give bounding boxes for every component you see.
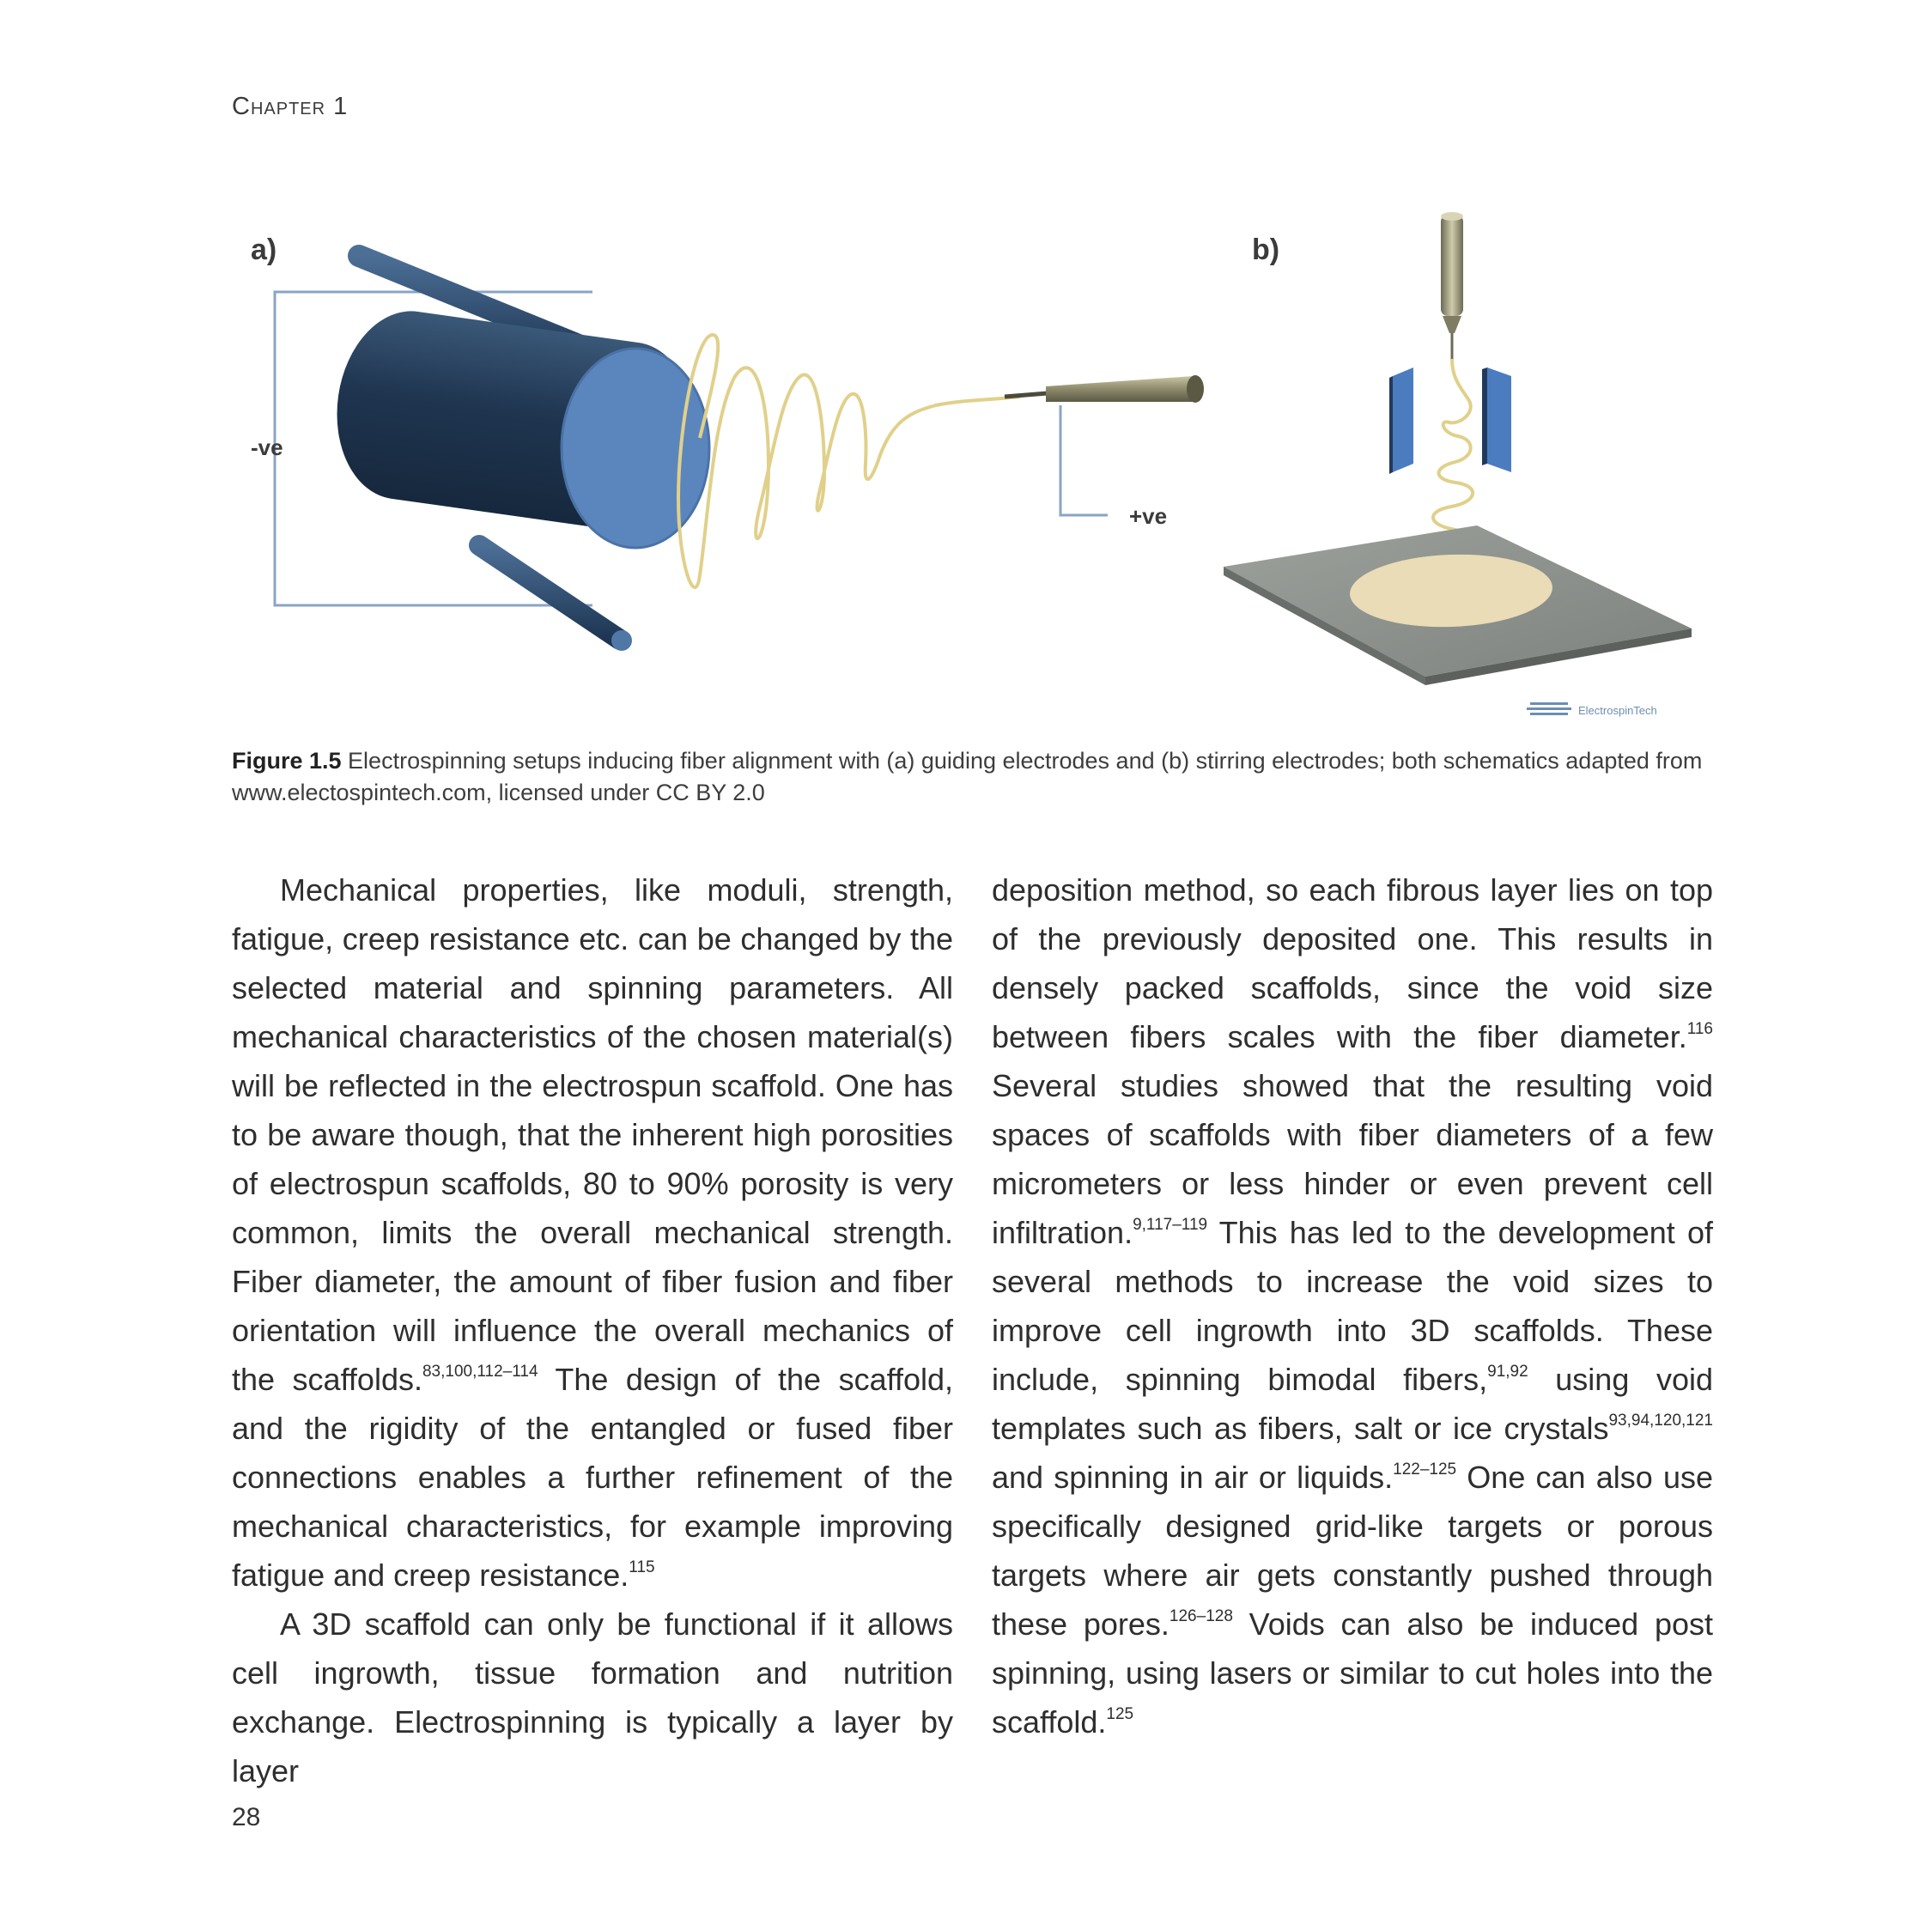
left-stirring-electrode bbox=[1389, 367, 1413, 474]
figure-electrospinning-setups bbox=[232, 206, 1713, 738]
left-column bbox=[232, 865, 953, 1795]
fiber-jet-a bbox=[678, 335, 1020, 587]
citation-ref: 126–128 bbox=[1169, 1607, 1233, 1625]
panel-b-label: b) bbox=[1252, 234, 1280, 266]
figure-label: Figure 1.5 bbox=[232, 748, 342, 774]
lower-guiding-electrode bbox=[479, 545, 632, 651]
page-number: 28 bbox=[232, 1803, 261, 1831]
text-span: Several studies showed that the resulting void spaces of scaffolds with fiber diameters of a few micrometers or less hinder or even prevent cell infiltration. bbox=[992, 1068, 1713, 1250]
panel-a-label: a) bbox=[251, 234, 277, 266]
paragraph-3d-scaffold bbox=[232, 1600, 953, 1795]
right-column bbox=[992, 865, 1713, 1746]
text-span: One can also use specifically designed grid-like targets or porous targets where air gets constantly pushed through these pores. bbox=[992, 1460, 1713, 1642]
citation-ref: 91,92 bbox=[1487, 1363, 1528, 1381]
text-span: Mechanical properties, like moduli, strength, fatigue, creep resistance etc. can be changed by the selected material and spinning parameters. All mechanical characteristics of the chosen material(s) will be reflected in the electrospun scaffold. One has to be aware though, that the inherent high porosities of electrospun scaffolds, 80 to 90% porosity is very common, limits the overall mechanical strength. Fiber diameter, the amount of fiber fusion and fiber orientation will influence the overall mechanics of the scaffolds. bbox=[232, 872, 953, 1397]
paragraph-mechanical-properties bbox=[232, 865, 953, 1600]
negative-label: -ve bbox=[251, 434, 283, 460]
text-span: deposition method, so each fibrous layer lies on top of the previously deposited one. This results in densely packed scaffolds, since the void size between fibers scales with the fiber diameter. bbox=[992, 872, 1713, 1054]
text-span: and spinning in air or liquids. bbox=[992, 1460, 1394, 1495]
figure-schematic bbox=[232, 206, 1713, 738]
text-span: The design of the scaffold, and the rigidity of the entangled or fused fiber connections enables a further refinement of the mechanical characteristics, for example improving fatigue and creep resistance. bbox=[232, 1362, 953, 1593]
chapter-header: Chapter 1 bbox=[232, 93, 349, 120]
citation-ref: 116 bbox=[1686, 1020, 1713, 1038]
right-stirring-electrode bbox=[1482, 367, 1511, 472]
spinneret-nozzle-a bbox=[1005, 375, 1204, 403]
rotating-drum-collector bbox=[325, 302, 709, 548]
text-span: using void templates such as fibers, salt or ice crystals bbox=[992, 1362, 1713, 1446]
electrospintech-logo bbox=[1527, 702, 1657, 717]
spinneret-nozzle-b bbox=[1441, 212, 1463, 359]
citation-ref: 122–125 bbox=[1393, 1460, 1457, 1479]
figure-caption-text: Electrospinning setups inducing fiber alignment with (a) guiding electrodes and (b) stirring electrodes; both schematics adapted from www.electospintech.com, licensed under CC BY 2.0 bbox=[232, 748, 1703, 805]
flat-plate-collector bbox=[1224, 525, 1692, 685]
text-span: This has led to the development of several methods to increase the void sizes to improve cell ingrowth into 3D scaffolds. These include, spinning bimodal fibers, bbox=[992, 1215, 1713, 1397]
paragraph-continued bbox=[992, 865, 1713, 1746]
citation-ref: 93,94,120,121 bbox=[1608, 1412, 1713, 1430]
positive-label: +ve bbox=[1129, 503, 1168, 529]
watermark-text: ElectrospinTech bbox=[1578, 704, 1657, 717]
citation-ref: 83,100,112–114 bbox=[422, 1363, 538, 1381]
figure-caption bbox=[232, 745, 1713, 809]
citation-ref: 115 bbox=[629, 1558, 655, 1576]
text-span: A 3D scaffold can only be functional if it allows cell ingrowth, tissue formation and nutrition exchange. Electrospinning is typically a layer by layer bbox=[232, 1606, 953, 1788]
positive-wire bbox=[1060, 405, 1108, 515]
citation-ref: 125 bbox=[1106, 1705, 1134, 1723]
citation-ref: 9,117–119 bbox=[1133, 1216, 1208, 1234]
text-span: Voids can also be induced post spinning, using lasers or similar to cut holes into the scaffold. bbox=[992, 1606, 1714, 1740]
